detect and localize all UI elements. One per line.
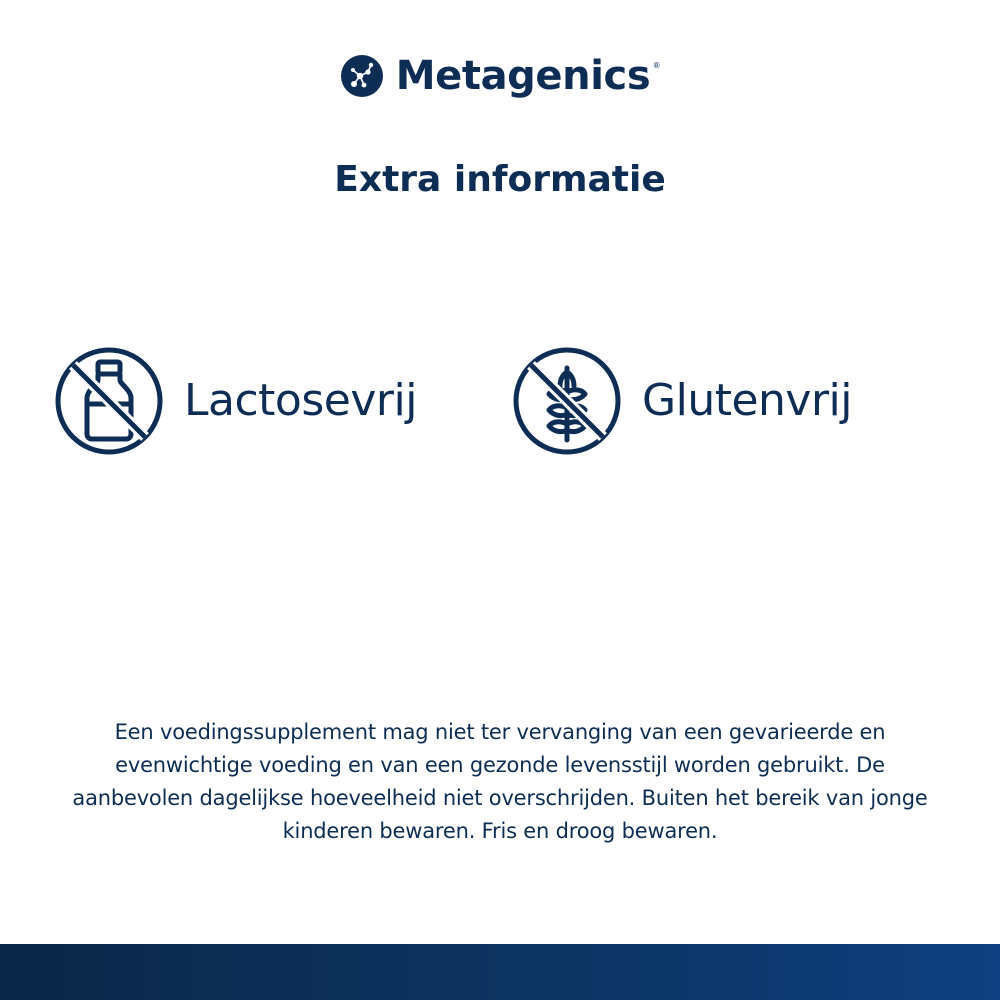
brand-name: Metagenics xyxy=(395,53,651,99)
no-wheat-icon xyxy=(512,346,622,456)
disclaimer-text: Een voedingssupplement mag niet ter vervanging van een gevarieerde en evenwichtige voeding en van een gezonde levensstijl worden gebruikt. De aanbevolen dagelijkse hoeveelheid niet overschrijden. Buiten het bereik van jonge kinderen bewaren. Fris en droog bewaren. xyxy=(72,720,928,843)
lactose-free-label: Lactosevrij xyxy=(184,375,417,426)
gluten-free-badge xyxy=(512,346,852,456)
page-title: Extra informatie xyxy=(334,159,666,200)
brand-wordmark xyxy=(395,53,661,99)
lactose-free-badge xyxy=(54,346,417,456)
brand-logo xyxy=(0,50,1000,102)
registered-mark: ® xyxy=(652,61,661,70)
no-milk-bottle-icon xyxy=(54,346,164,456)
metagenics-logo-icon xyxy=(340,54,384,98)
gluten-free-label: Glutenvrij xyxy=(642,375,852,426)
footer-bar xyxy=(0,944,1000,1000)
